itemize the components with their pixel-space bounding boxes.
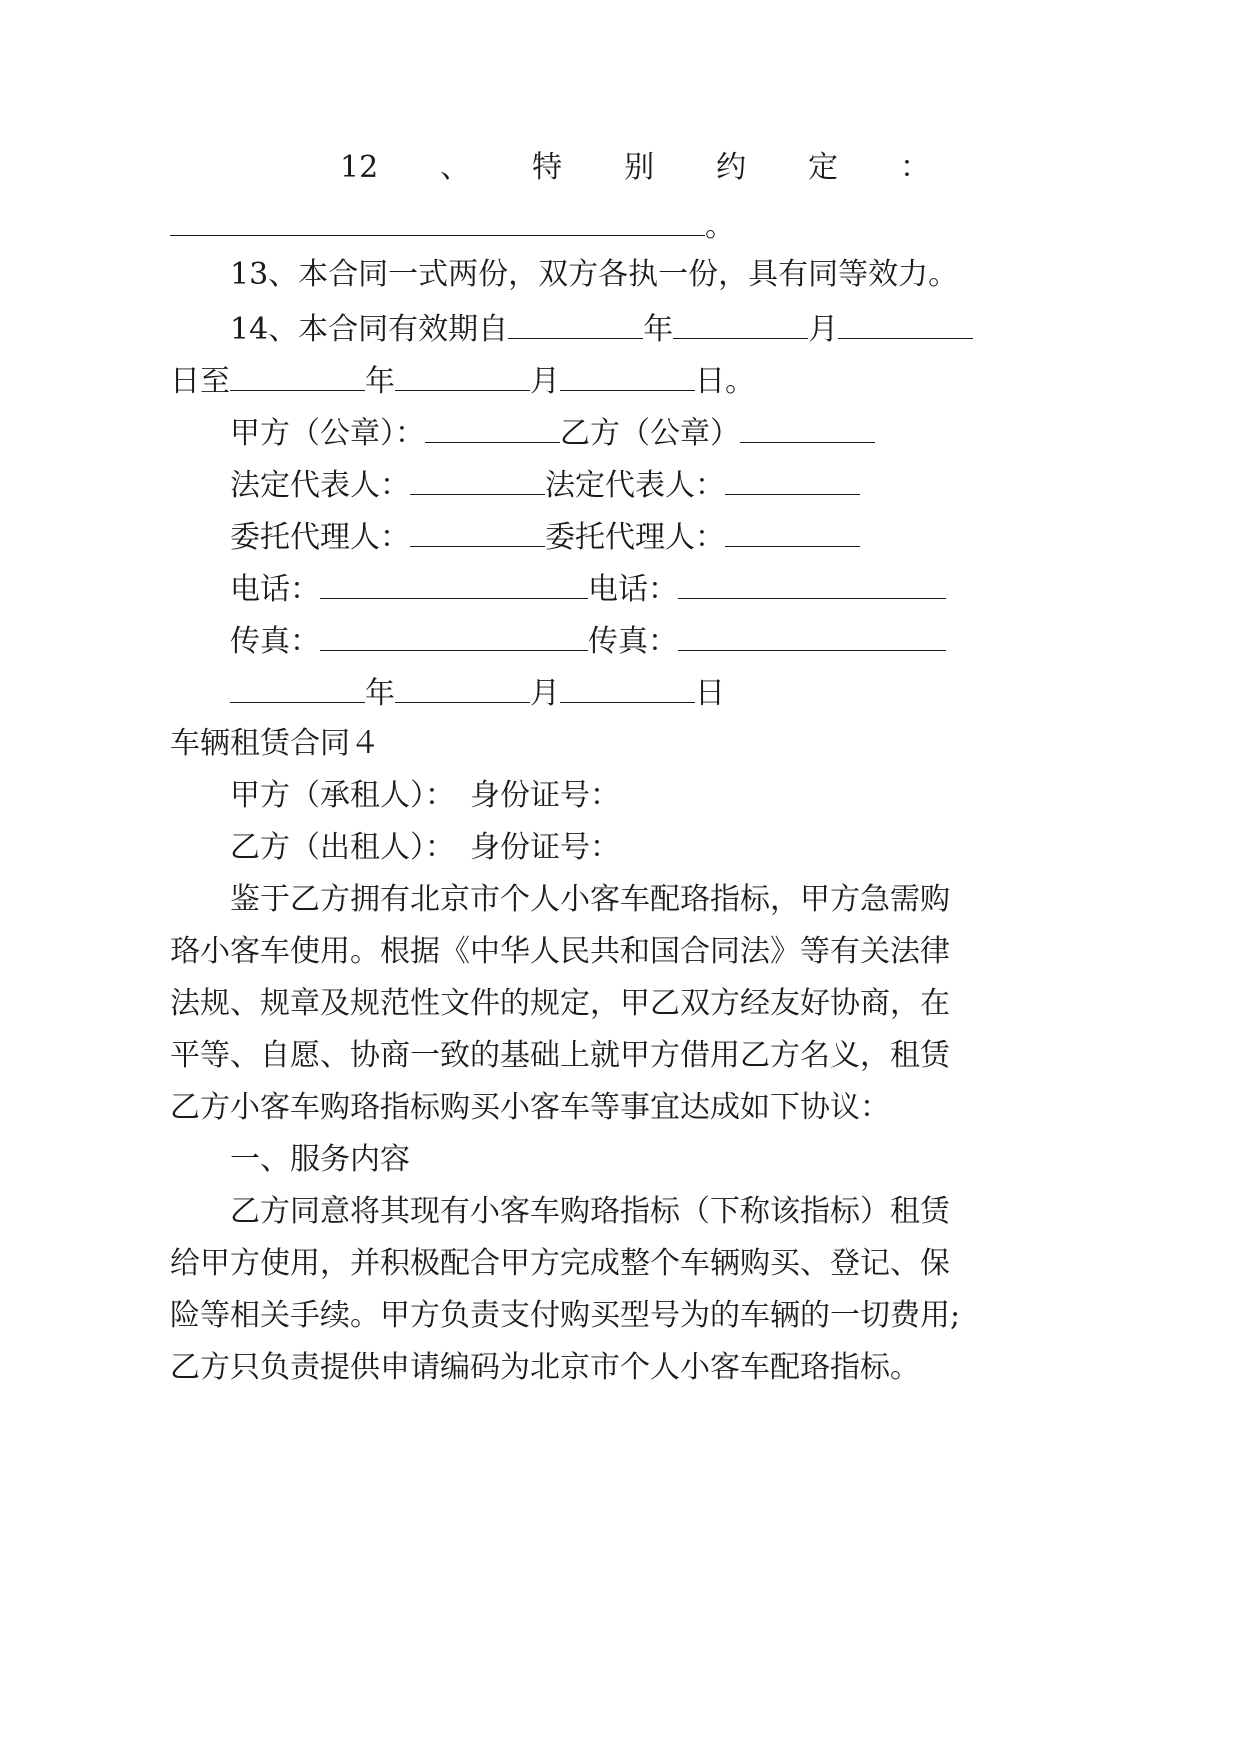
clause-12-char: ：: [900, 150, 930, 185]
month-label: 月: [530, 364, 560, 399]
day-label: 日。: [695, 364, 755, 399]
legal-rep-a-label: 法定代表人：: [230, 468, 410, 503]
phone-row: [230, 568, 946, 610]
blank-field: [673, 308, 808, 339]
phone-b-label: 电话：: [588, 572, 678, 607]
section-1-line: 给甲方使用，并积极配合甲方完成整个车辆购买、登记、保: [170, 1246, 950, 1281]
agent-a-label: 委托代理人：: [230, 520, 410, 555]
preamble-line: 平等、自愿、协商一致的基础上就甲方借用乙方名义，租赁: [170, 1038, 950, 1073]
year-label: 年: [365, 364, 395, 399]
section-1-heading: 一、服务内容: [230, 1142, 410, 1177]
blank-field: [395, 360, 530, 391]
blank-field: [395, 672, 530, 703]
blank-field: [320, 620, 588, 651]
clause-12-char: 定: [808, 150, 839, 185]
clause-12-end: 。: [705, 209, 735, 244]
party-b-seal-label: 乙方（公章）: [560, 416, 740, 451]
clause-12-char: 别: [624, 150, 655, 185]
blank-field: [678, 568, 946, 599]
contract-4-party-b: 乙方（出租人）： 身份证号：: [230, 830, 620, 865]
blank-field: [230, 672, 365, 703]
blank-field: [678, 620, 946, 651]
blank-field: [740, 412, 875, 443]
clause-13: 13、本合同一式两份，双方各执一份，具有同等效力。: [230, 257, 959, 292]
preamble-line: 鉴于乙方拥有北京市个人小客车配珞指标，甲方急需购: [230, 882, 950, 917]
blank-field: [508, 308, 643, 339]
blank-field: [410, 464, 545, 495]
fax-b-label: 传真：: [588, 624, 678, 659]
party-a-seal-label: 甲方（公章）：: [230, 416, 425, 451]
preamble-line: 法规、规章及规范性文件的规定，甲乙双方经友好协商，在: [170, 986, 950, 1021]
clause-14-line1: [230, 308, 973, 350]
month-label: 月: [530, 676, 560, 711]
blank-field: [560, 360, 695, 391]
blank-field: [560, 672, 695, 703]
fax-a-label: 传真：: [230, 624, 320, 659]
year-label: 年: [365, 676, 395, 711]
clause-14-line2: [170, 360, 755, 402]
clause-12-heading: [340, 148, 930, 188]
fax-row: [230, 620, 946, 662]
contract-4-title: 车辆租赁合同４: [170, 726, 380, 761]
day-label: 日: [695, 676, 725, 711]
clause-12-char: 12: [340, 150, 379, 185]
blank-field: [725, 516, 860, 547]
clause-12-blank-line: [170, 205, 735, 247]
phone-a-label: 电话：: [230, 572, 320, 607]
blank-field: [230, 360, 365, 391]
clause-14-prefix: 14、本合同有效期自: [230, 312, 509, 347]
section-1-line: 险等相关手续。甲方负责支付购买型号为的车辆的一切费用;: [170, 1298, 961, 1333]
clause-12-char: 约: [716, 150, 747, 185]
legal-rep-b-label: 法定代表人：: [545, 468, 725, 503]
month-label: 月: [808, 312, 839, 347]
legal-rep-row: [230, 464, 860, 506]
blank-field: [425, 412, 560, 443]
agent-b-label: 委托代理人：: [545, 520, 725, 555]
section-1-line: 乙方同意将其现有小客车购珞指标（下称该指标）租赁: [230, 1194, 950, 1229]
date-row: [230, 672, 725, 714]
agent-row: [230, 516, 860, 558]
year-label: 年: [643, 312, 674, 347]
section-1-line: 乙方只负责提供申请编码为北京市个人小客车配珞指标。: [170, 1350, 920, 1385]
blank-field: [725, 464, 860, 495]
contract-4-party-a: 甲方（承租人）： 身份证号：: [230, 778, 620, 813]
preamble-line: 乙方小客车购珞指标购买小客车等事宜达成如下协议：: [170, 1090, 890, 1125]
preamble-line: 珞小客车使用。根据《中华人民共和国合同法》等有关法律: [170, 934, 950, 969]
clause-14-line2-prefix: 日至: [170, 364, 230, 399]
blank-field: [838, 308, 973, 339]
blank-field: [410, 516, 545, 547]
clause-12-char: 特: [532, 150, 563, 185]
blank-field: [170, 205, 705, 236]
blank-field: [320, 568, 588, 599]
seal-row: [230, 412, 875, 454]
clause-12-char: 、: [440, 150, 471, 185]
